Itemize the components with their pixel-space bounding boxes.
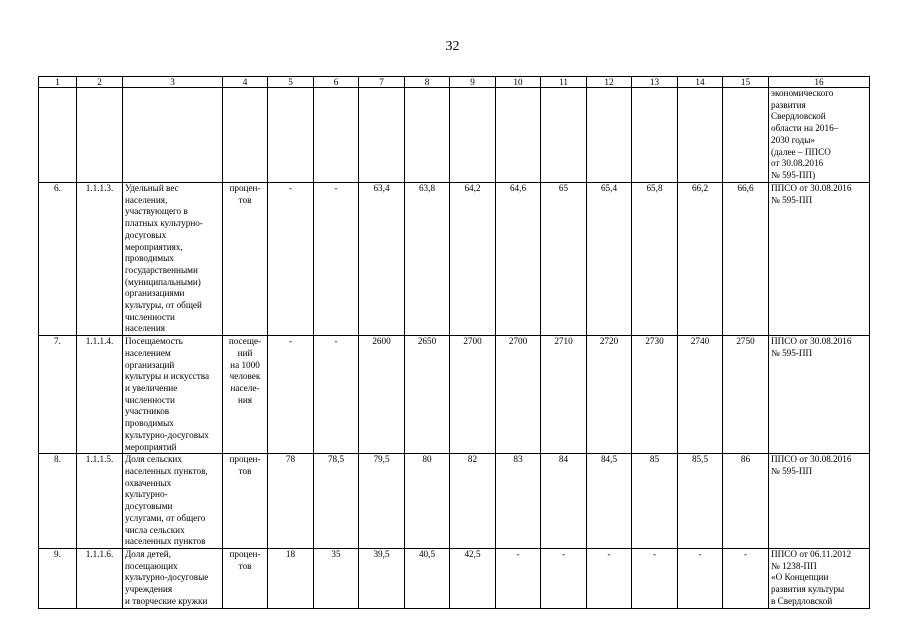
value-cell: 64,2 — [450, 183, 496, 336]
value-cell: 2740 — [678, 336, 723, 454]
value-cell: 2720 — [587, 336, 632, 454]
source-cell: ППСО от 30.08.2016 № 595-ПП — [769, 336, 870, 454]
value-cell: - — [541, 548, 587, 608]
value-cell: 66,6 — [723, 183, 769, 336]
row-number-cell: 7. — [39, 336, 77, 454]
value-cell: 84,5 — [587, 454, 632, 549]
table-row — [39, 183, 870, 336]
table-row — [39, 336, 870, 454]
value-cell: - — [268, 183, 314, 336]
column-number: 16 — [769, 77, 870, 88]
table-row — [39, 548, 870, 608]
indicator-code-cell: 1.1.1.4. — [77, 336, 123, 454]
value-cell: 18 — [268, 548, 314, 608]
column-number: 8 — [405, 77, 450, 88]
row-number-cell: 8. — [39, 454, 77, 549]
value-cell: 83 — [496, 454, 541, 549]
value-cell: 2600 — [359, 336, 405, 454]
value-cell: 2710 — [541, 336, 587, 454]
value-cell: 78,5 — [314, 454, 359, 549]
column-number: 15 — [723, 77, 769, 88]
indicator-code-cell: 1.1.1.3. — [77, 183, 123, 336]
column-number: 9 — [450, 77, 496, 88]
column-number: 3 — [123, 77, 223, 88]
value-cell: 64,6 — [496, 183, 541, 336]
source-cell: ППСО от 30.08.2016 № 595-ПП — [769, 454, 870, 549]
source-cell: ППСО от 06.11.2012 № 1238-ПП «О Концепции развития культуры в Свердловской — [769, 548, 870, 608]
column-number: 13 — [632, 77, 678, 88]
value-cell: - — [314, 336, 359, 454]
column-number: 10 — [496, 77, 541, 88]
unit-cell: процен- тов — [223, 454, 268, 549]
indicator-name-cell: Доля детей, посещающих культурно-досуговые учреждения и творческие кружки — [123, 548, 223, 608]
indicator-code-cell: 1.1.1.6. — [77, 548, 123, 608]
value-cell: 40,5 — [405, 548, 450, 608]
value-cell: 85 — [632, 454, 678, 549]
column-number-row — [39, 77, 870, 88]
indicators-table — [38, 76, 870, 609]
value-cell: - — [587, 548, 632, 608]
value-cell: 79,5 — [359, 454, 405, 549]
value-cell: 65,4 — [587, 183, 632, 336]
column-number: 11 — [541, 77, 587, 88]
value-cell: - — [314, 183, 359, 336]
column-number: 1 — [39, 77, 77, 88]
value-cell: - — [268, 336, 314, 454]
indicator-code-cell: 1.1.1.5. — [77, 454, 123, 549]
value-cell: 84 — [541, 454, 587, 549]
value-cell: 39,5 — [359, 548, 405, 608]
value-cell: 2700 — [496, 336, 541, 454]
value-cell: 2730 — [632, 336, 678, 454]
column-number: 7 — [359, 77, 405, 88]
value-cell: 80 — [405, 454, 450, 549]
row-number-cell: 6. — [39, 183, 77, 336]
column-number: 14 — [678, 77, 723, 88]
table-row — [39, 454, 870, 549]
page-number: 32 — [445, 39, 460, 54]
value-cell: 63,8 — [405, 183, 450, 336]
column-number: 12 — [587, 77, 632, 88]
value-cell: 42,5 — [450, 548, 496, 608]
value-cell: 78 — [268, 454, 314, 549]
column-number: 6 — [314, 77, 359, 88]
value-cell: - — [723, 548, 769, 608]
value-cell: - — [632, 548, 678, 608]
value-cell: 85,5 — [678, 454, 723, 549]
indicator-name-cell: Удельный вес населения, участвующего в платных культурно- досуговых мероприятиях, проводимых государственными (муниципальными) организациями культуры, от общей численности населения — [123, 183, 223, 336]
column-number: 4 — [223, 77, 268, 88]
row-number-cell: 9. — [39, 548, 77, 608]
value-cell: 65,8 — [632, 183, 678, 336]
unit-cell: процен- тов — [223, 183, 268, 336]
value-cell: 86 — [723, 454, 769, 549]
value-cell: - — [496, 548, 541, 608]
value-cell: 2750 — [723, 336, 769, 454]
table-body — [39, 77, 870, 609]
continuation-row — [39, 88, 870, 183]
value-cell: 35 — [314, 548, 359, 608]
unit-cell: посеще- ний на 1000 человек населе- ния — [223, 336, 268, 454]
value-cell: 82 — [450, 454, 496, 549]
source-cell: ППСО от 30.08.2016 № 595-ПП — [769, 183, 870, 336]
column-number: 2 — [77, 77, 123, 88]
indicator-name-cell: Доля сельских населенных пунктов, охваченных культурно- досуговыми услугами, от общего числа сельских населенных пунктов — [123, 454, 223, 549]
value-cell: - — [678, 548, 723, 608]
source-cell: экономического развития Свердловской области на 2016– 2030 годы» (далее – ППСО от 30.08.2016 № 595-ПП) — [769, 88, 870, 183]
value-cell: 2700 — [450, 336, 496, 454]
column-number: 5 — [268, 77, 314, 88]
value-cell: 66,2 — [678, 183, 723, 336]
value-cell: 63,4 — [359, 183, 405, 336]
indicator-name-cell: Посещаемость населением организаций культуры и искусства и увеличение численности участников проводимых культурно-досуговых мероприятий — [123, 336, 223, 454]
value-cell: 65 — [541, 183, 587, 336]
unit-cell: процен- тов — [223, 548, 268, 608]
value-cell: 2650 — [405, 336, 450, 454]
